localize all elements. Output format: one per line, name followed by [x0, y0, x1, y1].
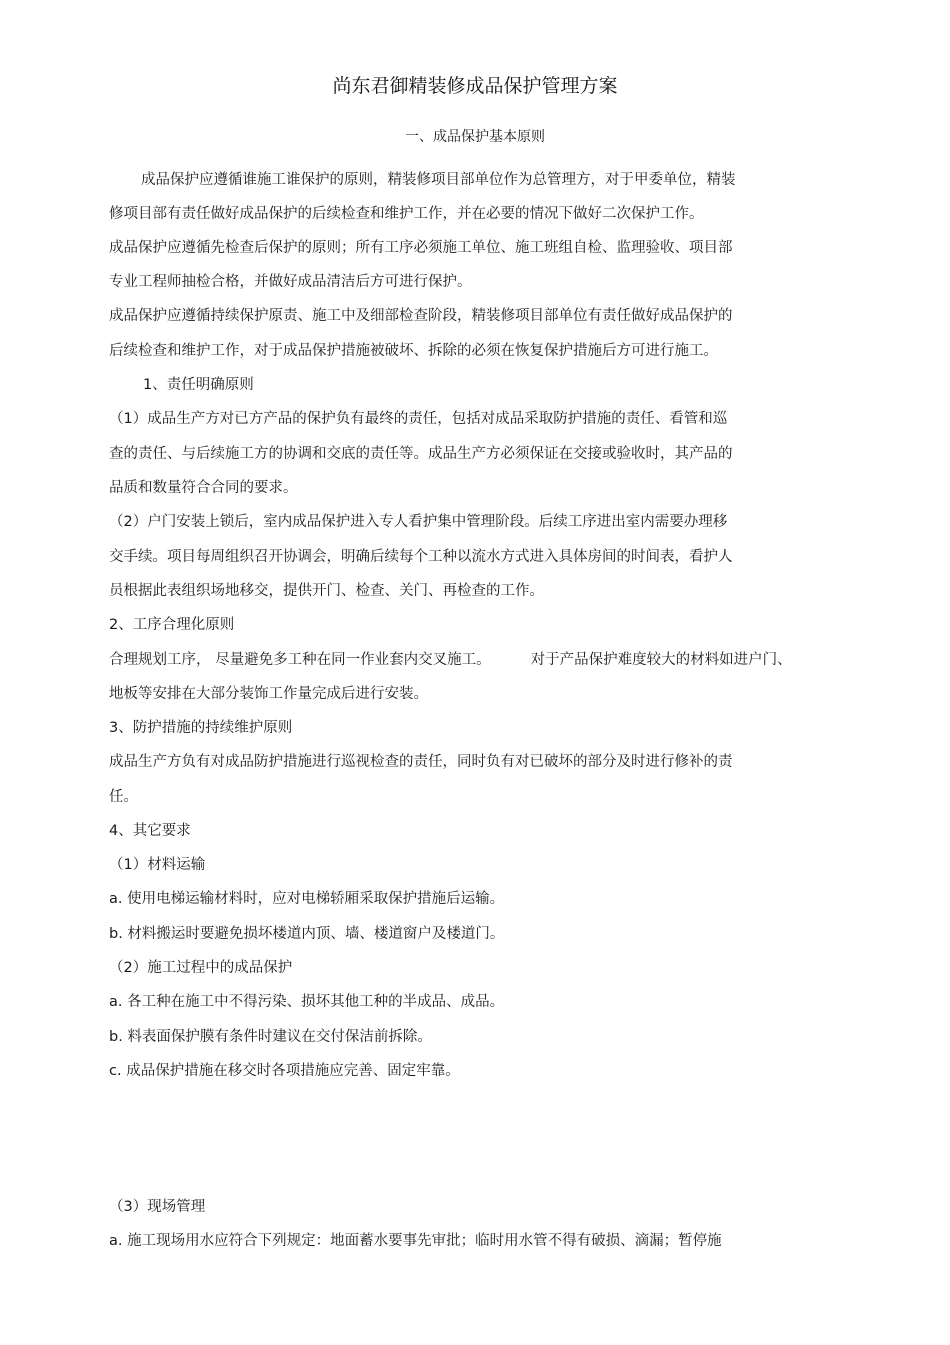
subheading: 3、防护措施的持续维护原则 — [109, 720, 293, 736]
section-heading: 一、成品保护基本原则 — [405, 129, 545, 145]
list-item: a. 使用电梯运输材料时，应对电梯轿厢采取保护措施后运输。 — [109, 891, 505, 907]
subheading: （3）现场管理 — [109, 1199, 206, 1215]
subheading: 4、其它要求 — [109, 823, 191, 839]
subheading: （2）施工过程中的成品保护 — [109, 960, 293, 976]
paragraph-line: 任。 — [109, 789, 138, 805]
paragraph-line: 成品保护应遵循持续保护原责、施工中及细部检查阶段，精装修项目部单位有责任做好成品保护的 — [109, 308, 733, 324]
list-item: b. 料表面保护膜有条件时建议在交付保洁前拆除。 — [109, 1029, 432, 1045]
paragraph-line: 后续检查和维护工作，对于成品保护措施被破坏、拆除的必须在恢复保护措施后方可进行施工。 — [109, 343, 718, 359]
list-item: b. 材料搬运时要避免损坏楼道内顶、墙、楼道窗户及楼道门。 — [109, 926, 505, 942]
paragraph-line: 成品生产方负有对成品防护措施进行巡视检查的责任，同时负有对已破坏的部分及时进行修补的责 — [109, 754, 733, 770]
paragraph-line-part: 对于产品保护难度较大的材料如进户门、 — [530, 652, 792, 668]
paragraph-line: （2）户门安装上锁后，室内成品保护进入专人看护集中管理阶段。后续工序进出室内需要办理移 — [109, 514, 728, 530]
subheading: 1、责任明确原则 — [143, 377, 254, 393]
paragraph-line: （1）成品生产方对已方产品的保护负有最终的责任，包括对成品采取防护措施的责任、看管和巡 — [109, 411, 728, 427]
paragraph-line: 查的责任、与后续施工方的协调和交底的责任等。成品生产方必须保证在交接或验收时，其产品的 — [109, 446, 733, 462]
document-title: 尚东君御精装修成品保护管理方案 — [332, 75, 618, 97]
list-item: c. 成品保护措施在移交时各项措施应完善、固定牢靠。 — [109, 1063, 460, 1079]
paragraph-line: 成品保护应遵循先检查后保护的原则；所有工序必须施工单位、施工班组自检、监理验收、项目部 — [109, 240, 733, 256]
list-item: a. 施工现场用水应符合下列规定：地面蓄水要事先审批；临时用水管不得有破损、滴漏；暂停施 — [109, 1233, 722, 1249]
subheading: （1）材料运输 — [109, 857, 206, 873]
paragraph-line: 修项目部有责任做好成品保护的后续检查和维护工作，并在必要的情况下做好二次保护工作。 — [109, 206, 704, 222]
list-item: a. 各工种在施工中不得污染、损坏其他工种的半成品、成品。 — [109, 994, 505, 1010]
paragraph-line: 地板等安排在大部分装饰工作量完成后进行安装。 — [109, 686, 428, 702]
paragraph-line — [109, 649, 792, 671]
subheading: 2、工序合理化原则 — [109, 617, 235, 633]
paragraph-line: 专业工程师抽检合格，并做好成品清洁后方可进行保护。 — [109, 274, 472, 290]
paragraph-line-part: 合理规划工序， 尽量避免多工种在同一作业套内交叉施工。 — [109, 652, 491, 668]
paragraph-line: 员根据此表组织场地移交，提供开门、检查、关门、再检查的工作。 — [109, 583, 544, 599]
paragraph-line: 品质和数量符合合同的要求。 — [109, 480, 298, 496]
paragraph-line: 成品保护应遵循谁施工谁保护的原则，精装修项目部单位作为总管理方，对于甲委单位，精装 — [141, 172, 736, 188]
paragraph-line: 交手续。项目每周组织召开协调会，明确后续每个工种以流水方式进入具体房间的时间表，看护人 — [109, 549, 733, 565]
